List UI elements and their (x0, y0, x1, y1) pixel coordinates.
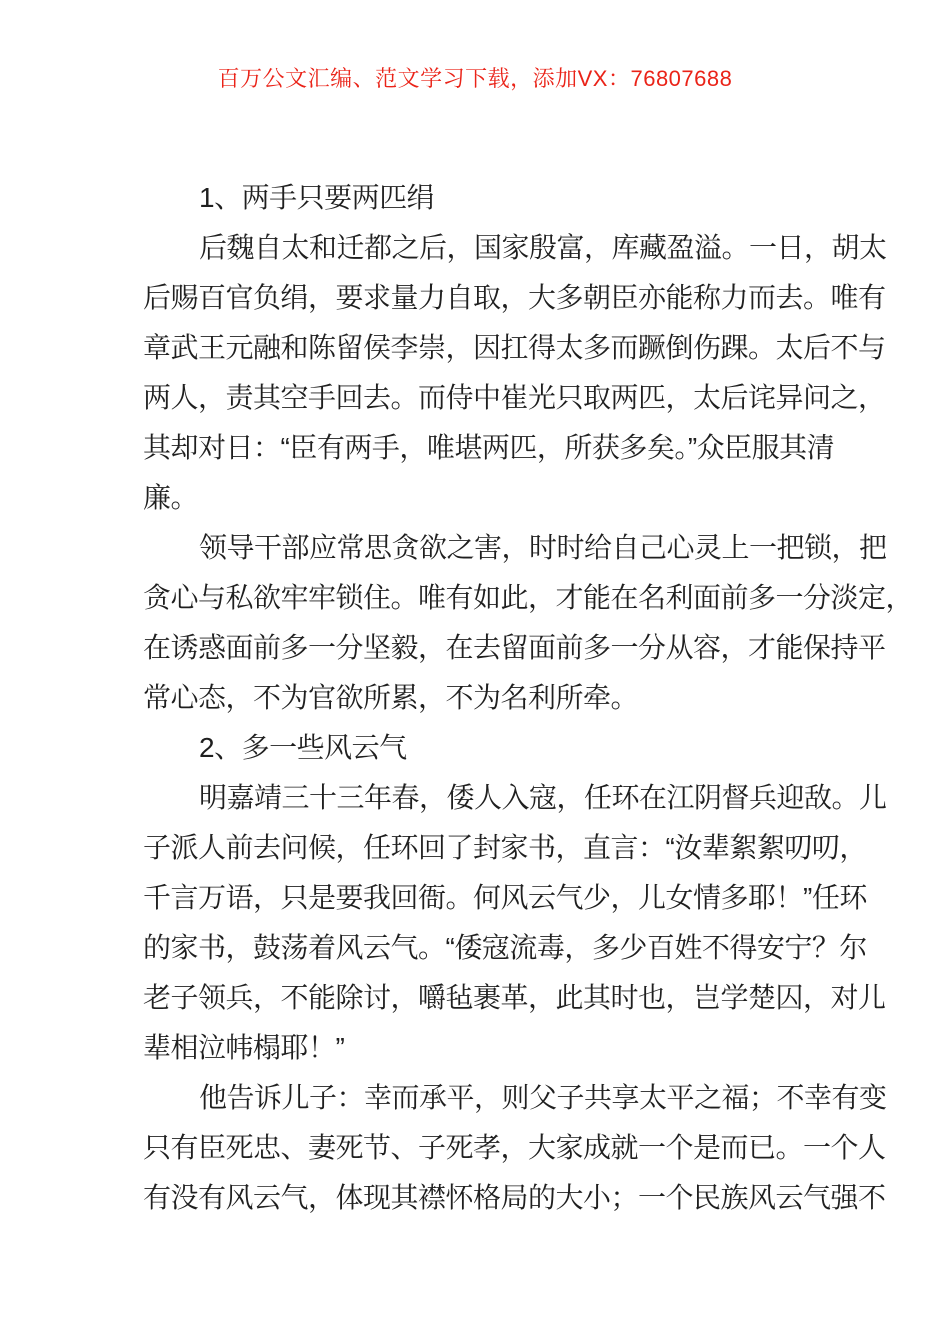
text-line: 只有臣死忠、妻死节、子死孝，大家成就一个是而已。一个人 (143, 1132, 886, 1163)
text-line: 老子领兵，不能除讨，嚼毡裹革，此其时也，岂学楚囚，对儿 (143, 982, 886, 1013)
text-line: 两人，责其空手回去。而侍中崔光只取两匹，太后诧异问之， (143, 382, 886, 413)
text-line: 常心态，不为官欲所累，不为名利所牵。 (143, 682, 639, 713)
text-line: 领导干部应常思贪欲之害，时时给自己心灵上一把锁，把 (199, 532, 887, 563)
section-1-heading: 1、两手只要两匹绢 (199, 182, 435, 213)
text-line: 在诱惑面前多一分坚毅，在去留面前多一分从容，才能保持平 (143, 632, 886, 663)
text-line: 其却对日：“臣有两手，唯堪两匹，所获多矣。”众臣服其清 (143, 432, 835, 463)
text-line: 章武王元融和陈留侯李崇，因扛得太多而蹶倒伤踝。太后不与 (143, 332, 886, 363)
text-line: 的家书，鼓荡着风云气。“倭寇流毒，多少百姓不得安宁？尔 (143, 932, 867, 963)
document-body (143, 173, 914, 1223)
text-line: 后赐百官负绢，要求量力自取，大多朝臣亦能称力而去。唯有 (143, 282, 886, 313)
text-line: 他告诉儿子：幸而承平，则父子共享太平之福；不幸有变 (199, 1082, 887, 1113)
text-line: 千言万语，只是要我回衙。何风云气少，儿女情多耶！”任环 (143, 882, 867, 913)
text-line: 子派人前去问候，任环回了封家书，直言：“汝辈絮絮叨叨， (143, 832, 867, 863)
text-line: 明嘉靖三十三年春，倭人入寇，任环在江阴督兵迎敌。儿 (199, 782, 887, 813)
section-2-heading: 2、多一些风云气 (199, 732, 407, 763)
text-line: 廉。 (143, 482, 199, 513)
text-line: 辈相泣帏榻耶！” (143, 1032, 345, 1063)
watermark-header: 百万公文汇编、范文学习下载，添加VX：76807688 (217, 66, 733, 91)
text-line: 有没有风云气，体现其襟怀格局的大小；一个民族风云气强不 (143, 1182, 886, 1213)
text-line: 后魏自太和迁都之后，国家殷富，库藏盈溢。一日，胡太 (199, 232, 887, 263)
text-line: 贪心与私欲牢牢锁住。唯有如此，才能在名利面前多一分淡定， (143, 582, 914, 613)
